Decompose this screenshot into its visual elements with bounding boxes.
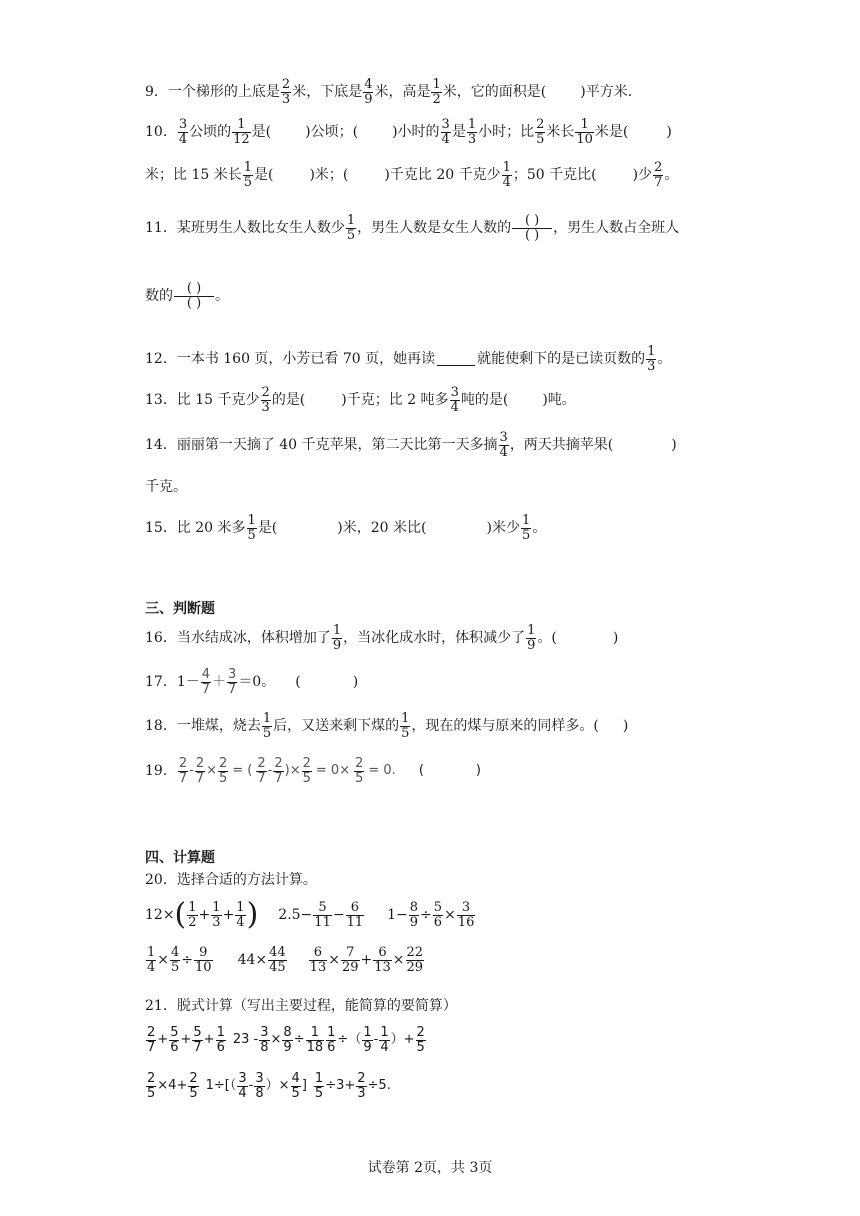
fraction: $\frac{2}{5}$	[355, 756, 364, 786]
fraction: $\frac{6}{11}$	[346, 899, 364, 930]
fraction: $\frac{1}{5}$	[346, 213, 356, 243]
fraction: $\frac{1}{2}$	[188, 899, 197, 930]
fraction: $\frac{2}{7}$	[178, 756, 188, 786]
fraction: $\frac{1}{6}$	[327, 1025, 336, 1055]
fraction: $\frac{3}{4}$	[178, 117, 188, 147]
question-13: 13．比 15 千克少 $\frac{2}{3}$ 的是( )千克；比 2 吨多 $\frac{3}{4}$ 吨的是( )吨。	[145, 385, 576, 415]
question-21-row-1: $\frac{2}{7}$ + $\frac{5}{6}$ + $\frac{5}{7}$ + $\frac{1}{6}$ 23 - $\frac{3}{8}$ × $\frac{8}{9}$ ÷ $\frac{1}{18}$ $\frac{1}{6}$ ÷（ $\frac{1}{9}$ - $\frac{1}{4}$ ）+ $\frac{2}{5}$	[147, 1025, 425, 1055]
fraction: $\frac{1}{3}$	[467, 117, 477, 147]
question-9: 9．一个梯形的上底是 $\frac{2}{3}$ 米，下底是 $\frac{4}{9}$ 米，高是 $\frac{1}{2}$ 米，它的面积是( )平方米．	[145, 77, 642, 107]
question-14-cont: 千克。	[145, 479, 187, 495]
fraction: $\frac{1}{10}$	[576, 117, 593, 147]
fraction: $\frac{2}{5}$	[416, 1025, 425, 1055]
fraction: $\frac{5}{11}$	[314, 899, 331, 930]
fraction: $\frac{1}{3}$	[647, 344, 656, 374]
fraction: $\frac{2}{5}$	[536, 117, 545, 147]
fraction: $\frac{2}{7}$	[257, 756, 266, 786]
fraction: $\frac{4}{5}$	[171, 945, 180, 975]
page-footer: 试卷第 2页，共 3页	[367, 1160, 493, 1176]
question-20-row-2	[145, 946, 720, 974]
question-19: 19． $\frac{2}{7}$ - $\frac{2}{7}$ × $\frac{2}{5}$ = ( $\frac{2}{7}$ - $\frac{2}{7}$ )× $\frac{2}{5}$ = 0× $\frac{2}{5}$ = 0. ( )	[145, 756, 481, 786]
fraction: $\frac{1}{12}$	[233, 117, 250, 147]
fraction: $\frac{3}{4}$	[238, 1071, 247, 1101]
fraction: $\frac{5}{6}$	[170, 1025, 179, 1055]
fraction: $\frac{1}{4}$	[147, 945, 156, 975]
fraction: $\frac{8}{9}$	[409, 899, 419, 930]
fraction: $\frac{1}{5}$	[401, 711, 410, 741]
fraction: $\frac{2}{3}$	[281, 77, 291, 107]
fraction: $\frac{4}{9}$	[364, 77, 373, 107]
fraction: $\frac{1}{9}$	[332, 623, 342, 653]
expression-5: 44× $\frac{44}{45}$	[237, 945, 286, 975]
fraction: $\frac{3}{4}$	[499, 430, 508, 460]
fraction: $\frac{1}{3}$	[212, 899, 221, 930]
fraction: $\frac{3}{7}$	[228, 667, 237, 697]
fraction: $\frac{7}{29}$	[341, 945, 359, 975]
fraction: $\frac{3}{8}$	[260, 1025, 269, 1055]
fraction: $\frac{3}{4}$	[441, 117, 450, 147]
answer-blank[interactable]	[437, 353, 475, 366]
fraction: $\frac{5}{6}$	[433, 899, 443, 930]
fraction: $\frac{2}{5}$	[147, 1071, 156, 1101]
fraction: $\frac{1}{6}$	[216, 1025, 225, 1055]
fraction: $\frac{1}{4}$	[502, 160, 511, 190]
question-20-title: 20．选择合适的方法计算。	[145, 872, 317, 888]
question-14: 14．丽丽第一天摘了 40 千克苹果，第二天比第一天多摘 $\frac{3}{4}$ ，两天共摘苹果( )	[145, 430, 677, 460]
fraction: $\frac{3}{16}$	[457, 899, 475, 930]
fraction: $\frac{1}{5}$	[247, 513, 256, 543]
expression-6: $\frac{6}{13}$ × $\frac{7}{29}$ + $\frac{6}{13}$ × $\frac{22}{29}$	[309, 945, 424, 975]
question-11: 11．某班男生人数比女生人数少 $\frac{1}{5}$ ，男生人数是女生人数的 $\frac{( )}{( )}$ ，男生人数占全班人	[145, 213, 680, 243]
question-10: 10． $\frac{3}{4}$ 公顷的 $\frac{1}{12}$ 是( )公顷；( )小时的 $\frac{3}{4}$ 是 $\frac{1}{3}$ 小时；比 $\frac{2}{5}$ 米长 $\frac{1}{10}$ 米是( )	[145, 117, 672, 147]
expression-1: 12× ( $\frac{1}{2}$ + $\frac{1}{3}$ + $\frac{1}{4}$ )	[145, 897, 259, 932]
fraction: $\frac{8}{9}$	[283, 1025, 292, 1055]
answer-fraction-blank[interactable]: $\frac{( )}{( )}$	[174, 282, 214, 310]
fraction: $\frac{6}{13}$	[374, 945, 391, 975]
fraction: $\frac{1}{5}$	[521, 513, 531, 543]
expression-2: 2.5− $\frac{5}{11}$ − $\frac{6}{11}$	[278, 899, 364, 930]
fraction: $\frac{1}{5}$	[243, 160, 252, 190]
question-21-row-2: $\frac{2}{5}$ ×4+ $\frac{2}{5}$ 1÷[（ $\frac{3}{4}$ - $\frac{3}{8}$ ）× $\frac{4}{5}$ ] $\frac{1}{5}$ ÷3+ $\frac{2}{3}$ ÷5.	[147, 1071, 391, 1101]
fraction: $\frac{1}{18}$	[306, 1025, 324, 1055]
question-11-cont: 数的 $\frac{( )}{( )}$ 。	[145, 281, 229, 311]
fraction: $\frac{9}{10}$	[195, 945, 212, 975]
section-title-calculation: 四、计算题	[145, 850, 215, 866]
fraction: $\frac{2}{7}$	[654, 160, 663, 190]
answer-fraction-blank[interactable]: $\frac{( )}{( )}$	[512, 214, 552, 242]
fraction: $\frac{2}{5}$	[189, 1071, 198, 1101]
fraction: $\frac{2}{5}$	[219, 756, 228, 786]
question-18: 18．一堆煤，烧去 $\frac{1}{5}$ 后，又送来剩下煤的 $\frac{1}{5}$ ，现在的煤与原来的同样多。( )	[145, 711, 629, 741]
fraction: $\frac{1}{2}$	[432, 77, 441, 107]
fraction: $\frac{2}{7}$	[147, 1025, 156, 1055]
fraction: $\frac{1}{4}$	[380, 1025, 389, 1055]
question-15: 15．比 20 米多 $\frac{1}{5}$ 是( )米，20 米比( )米少 $\frac{1}{5}$ 。	[145, 513, 547, 543]
expression-4: $\frac{1}{4}$ × $\frac{4}{5}$ ÷ $\frac{9}{10}$	[147, 945, 212, 975]
fraction: $\frac{6}{13}$	[309, 945, 327, 975]
fraction: $\frac{44}{45}$	[269, 945, 286, 975]
fraction: $\frac{2}{3}$	[261, 385, 270, 415]
fraction: $\frac{2}{7}$	[195, 756, 205, 786]
fraction: $\frac{1}{4}$	[236, 899, 245, 930]
fraction: $\frac{5}{7}$	[193, 1025, 202, 1055]
expression-3: 1− $\frac{8}{9}$ ÷ $\frac{5}{6}$ × $\frac{3}{16}$	[387, 899, 475, 930]
fraction: $\frac{1}{9}$	[363, 1025, 372, 1055]
fraction: $\frac{22}{29}$	[406, 945, 424, 975]
fraction: $\frac{1}{9}$	[527, 623, 536, 653]
question-21-title: 21．脱式计算（写出主要过程，能简算的要简算）	[145, 998, 457, 1014]
section-title-judgment: 三、判断题	[145, 601, 215, 617]
fraction: $\frac{3}{8}$	[255, 1071, 264, 1101]
question-16: 16．当水结成冰，体积增加了 $\frac{1}{9}$ ，当冰化成水时，体积减少了 $\frac{1}{9}$ 。( )	[145, 623, 619, 653]
fraction: $\frac{4}{7}$	[201, 667, 211, 697]
fraction: $\frac{1}{5}$	[262, 711, 272, 741]
fraction: $\frac{4}{5}$	[291, 1071, 300, 1101]
fraction: $\frac{2}{3}$	[357, 1071, 366, 1101]
fraction: $\frac{2}{5}$	[302, 756, 311, 786]
fraction: $\frac{3}{4}$	[450, 385, 459, 415]
question-10-cont: 米；比 15 米长 $\frac{1}{5}$ 是( )米；( )千克比 20 千克少 $\frac{1}{4}$ ；50 千克比( )少 $\frac{2}{7}$ 。	[145, 160, 679, 190]
question-12: 12．一本书 160 页，小芳已看 70 页，她再读 就能使剩下的是已读页数的 $\frac{1}{3}$ 。	[145, 344, 672, 374]
fraction: $\frac{2}{7}$	[274, 756, 283, 786]
fraction: $\frac{1}{5}$	[314, 1071, 324, 1101]
question-17: 17． 1－ $\frac{4}{7}$ ＋ $\frac{3}{7}$ ＝0。 ( )	[145, 667, 359, 697]
question-20-row-1	[145, 897, 720, 932]
